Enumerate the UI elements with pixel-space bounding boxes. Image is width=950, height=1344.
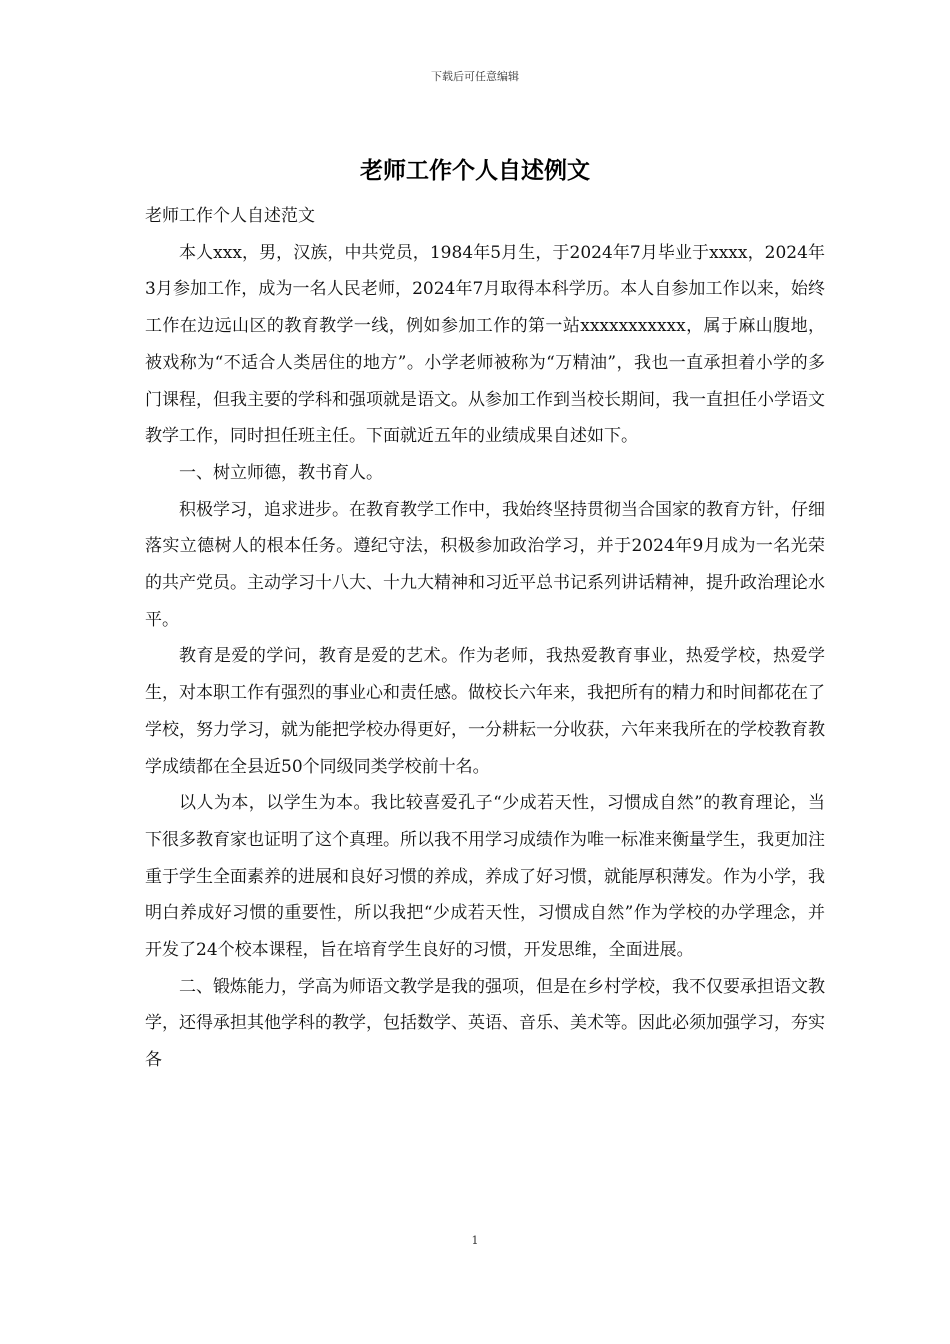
header-note: 下载后可任意编辑 bbox=[431, 70, 519, 83]
paragraph: 积极学习，追求进步。在教育教学工作中，我始终坚持贯彻当合国家的教育方针，仔细落实立德树人的根本任务。遵纪守法，积极参加政治学习，并于2024年9月成为一名光荣的共产党员。主动学习十八大、十九大精神和习近平总书记系列讲话精神，提升政治理论水平。 bbox=[145, 499, 825, 630]
section-heading: 一、树立师德，教书育人。 bbox=[179, 462, 383, 483]
subtitle: 老师工作个人自述范文 bbox=[145, 206, 315, 226]
paragraph: 教育是爱的学问，教育是爱的艺术。作为老师，我热爱教育事业，热爱学校，热爱学生，对本职工作有强烈的事业心和责任感。做校长六年来，我把所有的精力和时间都花在了学校，努力学习，就为能把学校办得更好，一分耕耘一分收获，六年来我所在的学校教育教学成绩都在全县近50个同级同类学校前十名。 bbox=[145, 646, 825, 777]
document-body bbox=[145, 198, 825, 1079]
document-title: 老师工作个人自述例文 bbox=[360, 158, 590, 184]
paragraph: 以人为本，以学生为本。我比较喜爱孔子“少成若天性，习惯成自然”的教育理论，当下很多教育家也证明了这个真理。所以我不用学习成绩作为唯一标准来衡量学生，我更加注重于学生全面素养的进展和良好习惯的养成，养成了好习惯，就能厚积薄发。作为小学，我明白养成好习惯的重要性，所以我把“少成若天性，习惯成自然”作为学校的办学理念，并开发了24个校本课程，旨在培育学生良好的习惯，开发思维，全面进展。 bbox=[145, 793, 825, 961]
paragraph: 本人xxx，男，汉族，中共党员，1984年5月生，于2024年7月毕业于xxxx，2024年3月参加工作，成为一名人民老师，2024年7月取得本科学历。本人自参加工作以来，始终工作在边远山区的教育教学一线，例如参加工作的第一站xxxxxxxxxxx，属于麻山腹地，被戏称为“不适合人类居住的地方”。小学老师被称为“万精油”，我也一直承担着小学的多门课程，但我主要的学科和强项就是语文。从参加工作到当校长期间，我一直担任小学语文教学工作，同时担任班主任。下面就近五年的业绩成果自述如下。 bbox=[145, 242, 825, 447]
page-number: 1 bbox=[471, 1234, 479, 1247]
paragraph: 二、锻炼能力，学高为师语文教学是我的强项，但是在乡村学校，我不仅要承担语文教学，还得承担其他学科的教学，包括数学、英语、音乐、美术等。因此必须加强学习，夯实各 bbox=[145, 976, 825, 1071]
